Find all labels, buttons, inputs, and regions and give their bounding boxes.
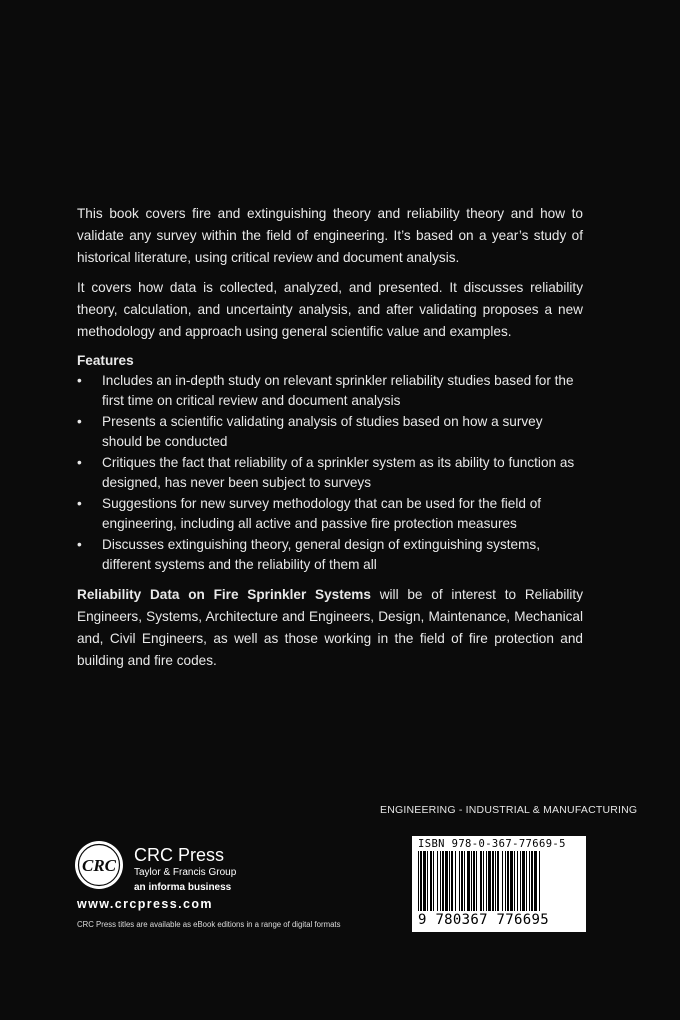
barcode-bar — [495, 851, 496, 911]
barcode-bar — [430, 851, 432, 911]
barcode-bar — [418, 851, 419, 911]
bullet-icon: • — [77, 537, 82, 552]
barcode-bar — [522, 851, 525, 911]
feature-text: Critiques the fact that reliability of a sprinkler system as its ability to function as designed, has never been subject to surveys — [102, 455, 575, 490]
barcode-bar — [476, 851, 477, 911]
feature-item — [77, 453, 583, 493]
description-paragraph-2: It covers how data is collected, analyzed, and presented. It discusses reliability theory, calculation, and uncertainty analysis, and after validating proposes a new methodology and approach using general scientific value and examples. — [77, 280, 583, 339]
barcode-bar — [480, 851, 482, 911]
barcode-bar — [505, 851, 506, 911]
bullet-icon: • — [77, 414, 82, 429]
barcode-bar — [510, 851, 513, 911]
barcode-bar — [502, 851, 503, 911]
barcode-bar — [440, 851, 441, 911]
feature-text: Presents a scientific validating analysis of studies based on how a survey should be conducted — [102, 414, 543, 449]
crc-logo-icon — [74, 840, 124, 890]
barcode-bar — [497, 851, 499, 911]
isbn-label: ISBN 978-0-367-77669-5 — [418, 838, 566, 850]
isbn-digits: 9 780367 776695 — [418, 912, 549, 928]
barcode-bar — [449, 851, 450, 911]
ebook-note: CRC Press titles are available as eBook editions in a range of digital formats — [77, 920, 341, 929]
barcode-bar — [534, 851, 537, 911]
barcode-bar — [445, 851, 448, 911]
barcode-bar — [433, 851, 434, 911]
subject-category: ENGINEERING - INDUSTRIAL & MANUFACTURING — [380, 804, 638, 816]
feature-item — [77, 535, 583, 575]
bullet-icon: • — [77, 455, 82, 470]
barcode-bar — [467, 851, 470, 911]
barcode-bar — [492, 851, 494, 911]
barcode-bar — [420, 851, 422, 911]
barcode-bar — [539, 851, 540, 911]
isbn-barcode — [412, 836, 586, 932]
book-title: Reliability Data on Fire Sprinkler Systems — [77, 587, 371, 602]
feature-item — [77, 494, 583, 534]
barcode-bar — [526, 851, 527, 911]
logo-text: CRC — [81, 856, 117, 875]
barcode-bar — [461, 851, 463, 911]
features-list — [77, 371, 583, 575]
publisher-business: an informa business — [134, 882, 232, 893]
description-paragraph-1: This book covers fire and extinguishing theory and reliability theory and how to validate any survey within the field of engineering. It’s based on a year’s study of historical literature, using critical review and document analysis. — [77, 206, 583, 265]
publisher-url: www.crcpress.com — [77, 897, 213, 911]
barcode-bar — [488, 851, 491, 911]
barcode-bar — [442, 851, 444, 911]
features-heading: Features — [77, 353, 134, 368]
barcode-bar — [473, 851, 475, 911]
feature-text: Discusses extinguishing theory, general design of extinguishing systems, different systems and the reliability of them all — [102, 537, 540, 572]
publisher-group: Taylor & Francis Group — [134, 867, 237, 878]
barcode-bar — [427, 851, 428, 911]
barcode-bar — [529, 851, 530, 911]
barcode-bar — [517, 851, 518, 911]
barcode-bar — [437, 851, 438, 911]
barcode-bar — [455, 851, 456, 911]
barcode-bar — [464, 851, 465, 911]
barcode-bar — [520, 851, 521, 911]
feature-text: Suggestions for new survey methodology that can be used for the field of engineering, including all active and passive fire protection measures — [102, 496, 542, 531]
feature-text: Includes an in-depth study on relevant sprinkler reliability studies based for the first time on critical review and document analysis — [102, 373, 574, 408]
barcode-bar — [459, 851, 460, 911]
feature-item — [77, 371, 583, 411]
barcode-bar — [507, 851, 509, 911]
closing-paragraph — [77, 584, 583, 672]
barcode-bar — [423, 851, 426, 911]
barcode-bars — [416, 851, 582, 911]
barcode-bar — [483, 851, 484, 911]
publisher-name: CRC Press — [134, 845, 225, 865]
barcode-bar — [451, 851, 453, 911]
closing-text: will be of interest to Reliability Engineers, Systems, Architecture and Engineers, Design, Maintenance, Mechanical and, Civil Engineers, as well as those working in the field of fire protection and building and fire codes. — [77, 587, 583, 668]
barcode-bar — [471, 851, 472, 911]
bullet-icon: • — [77, 496, 82, 511]
barcode-bar — [514, 851, 515, 911]
bullet-icon: • — [77, 373, 82, 388]
back-cover-description — [77, 203, 583, 672]
barcode-bar — [486, 851, 487, 911]
barcode-bar — [531, 851, 533, 911]
feature-item — [77, 412, 583, 452]
